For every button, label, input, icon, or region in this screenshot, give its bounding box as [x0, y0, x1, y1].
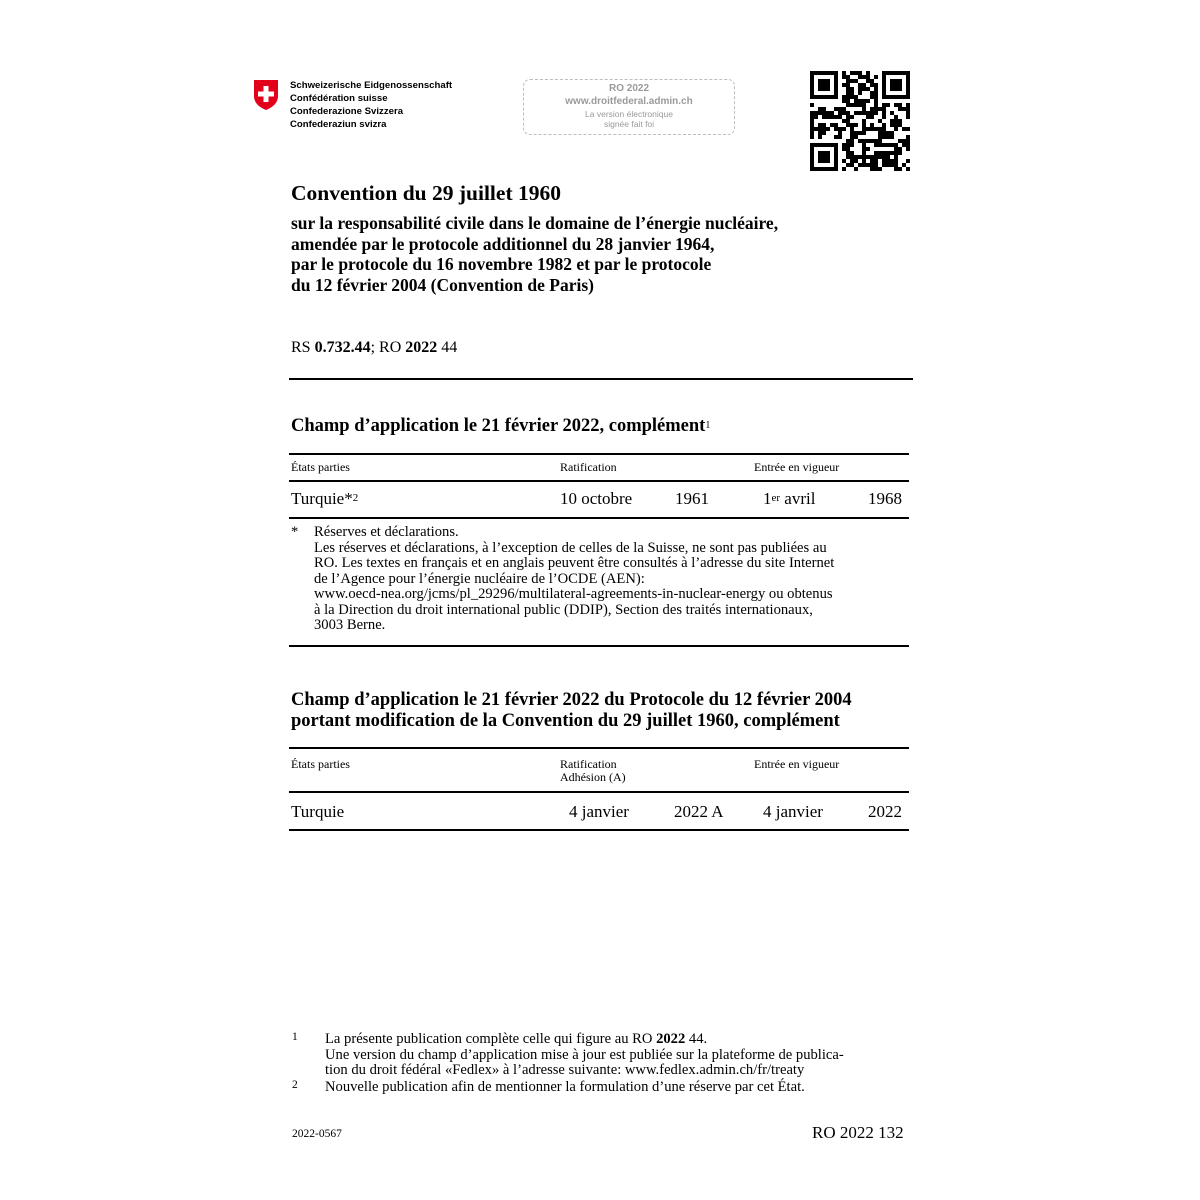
- column-header-ratification: [560, 758, 626, 784]
- table-header-rule: [289, 480, 909, 482]
- note-line: Les réserves et déclarations, à l’exception de celles de la Suisse, ne sont pas publiées au: [314, 539, 827, 556]
- rs-number: 0.732.44: [314, 339, 371, 356]
- footnote-number: 1: [292, 1031, 298, 1043]
- stamp-url: www.droitfederal.admin.ch: [565, 96, 693, 107]
- entry-day-suffix: er: [771, 492, 781, 504]
- note-line: à la Direction du droit international public (DDIP), Section des traités internationaux,: [314, 601, 813, 618]
- note-line: 3003 Berne.: [314, 617, 386, 633]
- note-line: RO. Les textes en français et en anglais peuvent être consultés à l’adresse du site Internet: [314, 555, 835, 571]
- footnote-number: 2: [292, 1079, 298, 1091]
- footnote-line: Une version du champ d’application mise à jour est publiée sur la plateforme de publica-: [325, 1046, 844, 1063]
- rs-label: RS: [291, 339, 315, 356]
- column-header-ratification: Ratification: [560, 460, 617, 474]
- table-header-rule: [289, 791, 909, 793]
- table-cell-entry-day: [763, 489, 815, 509]
- footnote-2: Nouvelle publication afin de mentionner la formulation d’une réserve par cet État.: [325, 1079, 805, 1095]
- page-subtitle: [291, 213, 778, 295]
- table-top-rule: [289, 453, 909, 455]
- ro-page: 44: [437, 339, 458, 356]
- state-name: Turquie*: [291, 489, 353, 508]
- column-header-states: États parties: [291, 757, 350, 771]
- table-note: [314, 525, 834, 634]
- federal-line: Confederazione Svizzera: [290, 106, 404, 117]
- table-cell-entry-day: 4 janvier: [763, 802, 823, 821]
- footnote-line: tion du droit fédéral «Fedlex» à l’adresse suivante: www.fedlex.admin.ch/fr/treaty: [325, 1062, 805, 1078]
- federal-line: Schweizerische Eidgenossenschaft: [290, 80, 453, 91]
- table-cell-state: [291, 489, 358, 509]
- ro-reference: RO 2022 132: [812, 1123, 904, 1142]
- column-header-states: États parties: [291, 460, 350, 474]
- note-marker: *: [291, 524, 299, 540]
- table-cell-state: Turquie: [291, 802, 345, 821]
- column-header-line: Adhésion (A): [560, 770, 626, 784]
- ro-year: 2022: [405, 339, 438, 356]
- table-bottom-rule: [289, 645, 909, 647]
- section-heading: [291, 690, 852, 732]
- table-row-rule: [289, 517, 909, 519]
- section-heading-text: Champ d’application le 21 février 2022, complément: [291, 416, 706, 436]
- electronic-signature-stamp: [523, 79, 735, 135]
- ref-separator: ; RO: [370, 339, 406, 356]
- subtitle-line: par le protocole du 16 novembre 1982 et par le protocole: [291, 254, 712, 274]
- federal-line: Confederaziun svizra: [290, 119, 387, 130]
- section-heading-line: portant modification de la Convention du 29 juillet 1960, complément: [291, 711, 840, 731]
- subtitle-line: amendée par le protocole additionnel du 28 janvier 1964,: [291, 233, 715, 254]
- footnote-ref: 1: [705, 420, 711, 431]
- swiss-cross-icon: [253, 79, 279, 111]
- table-cell-ratification-year: 2022 A: [674, 802, 724, 821]
- table-cell-ratification-day: 4 janvier: [569, 802, 629, 821]
- table-cell-ratification-year: 1961: [675, 489, 709, 508]
- divider: [289, 378, 913, 380]
- qr-code-icon: [810, 71, 910, 171]
- column-header-entry: Entrée en vigueur: [754, 757, 840, 771]
- table-cell-ratification-day: 10 octobre: [560, 489, 633, 508]
- stamp-ro: RO 2022: [608, 83, 650, 94]
- footnote-1: [325, 1032, 844, 1079]
- reference-line: [291, 339, 457, 357]
- subtitle-line: sur la responsabilité civile dans le domaine de l’énergie nucléaire,: [291, 213, 779, 233]
- stamp-text: signée fait foi: [603, 119, 655, 129]
- entry-month: avril: [780, 489, 816, 508]
- footnote-text: 44.: [685, 1031, 708, 1047]
- column-header-entry: Entrée en vigueur: [754, 460, 840, 474]
- footnote-ref: 2: [352, 492, 359, 504]
- stamp-text: La version électronique: [585, 109, 673, 119]
- federal-line: Confédération suisse: [290, 93, 388, 104]
- note-line: de l’Agence pour l’énergie nucléaire de l’OCDE (AEN):: [314, 570, 645, 587]
- table-cell-entry-year: 2022: [868, 802, 902, 821]
- table-top-rule: [289, 747, 909, 749]
- subtitle-line: du 12 février 2004 (Convention de Paris): [291, 274, 594, 295]
- note-line: Réserves et déclarations.: [314, 524, 459, 540]
- table-cell-entry-year: 1968: [868, 489, 902, 508]
- footnote-text: La présente publication complète celle qui figure au RO: [325, 1031, 657, 1047]
- table-bottom-rule: [289, 829, 909, 831]
- column-header-line: Ratification: [560, 757, 617, 771]
- page-title: Convention du 29 juillet 1960: [291, 181, 561, 205]
- footnote-line: [325, 1032, 844, 1048]
- document-id: 2022-0567: [292, 1128, 342, 1140]
- note-line: www.oecd-nea.org/jcms/pl_29296/multilateral-agreements-in-nuclear-energy ou obtenus: [314, 586, 833, 602]
- entry-day-number: 1: [763, 489, 772, 508]
- section-heading: [291, 416, 710, 437]
- footnote-year: 2022: [656, 1031, 686, 1047]
- federal-administration-name: [290, 79, 452, 131]
- section-heading-line: Champ d’application le 21 février 2022 du Protocole du 12 février 2004: [291, 690, 852, 710]
